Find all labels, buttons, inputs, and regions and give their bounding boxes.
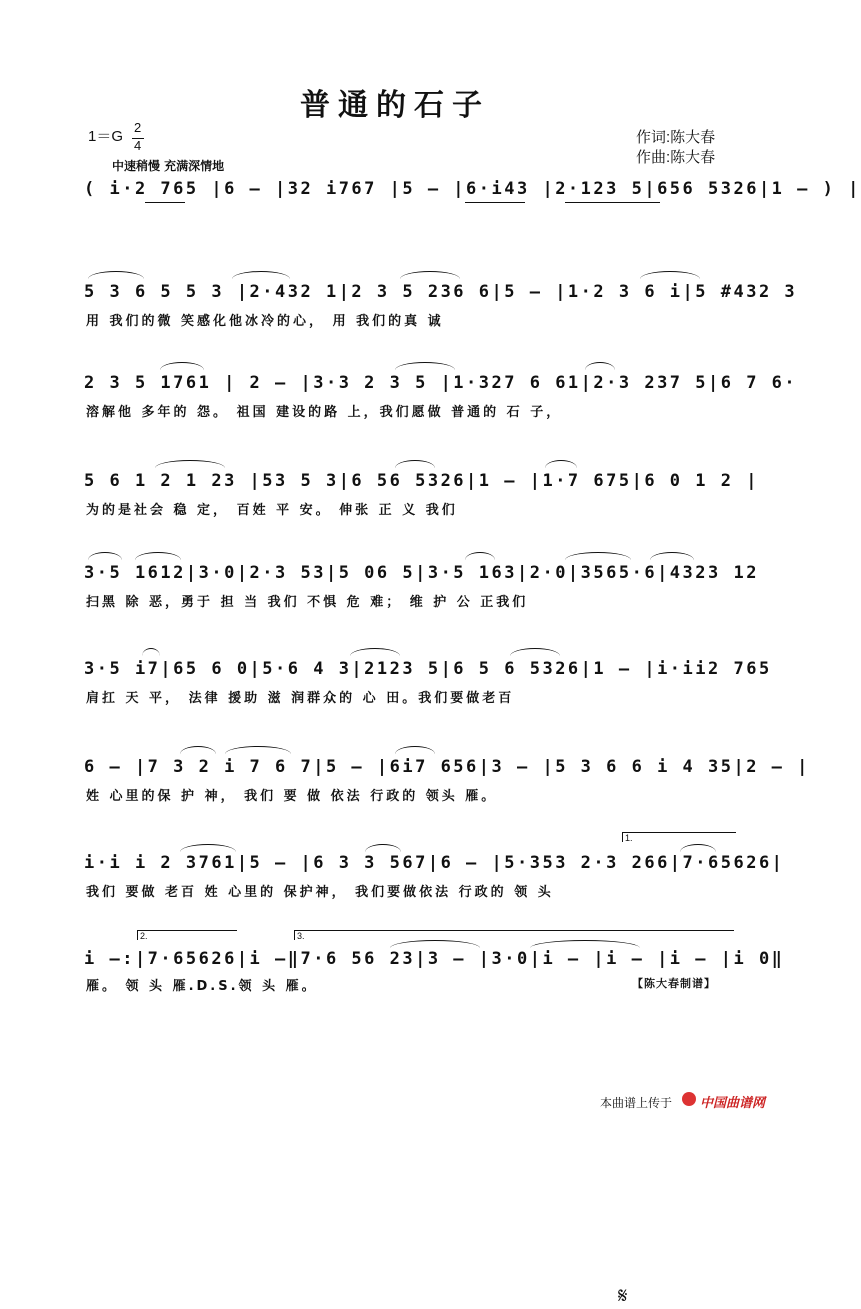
time-signature-numerator: 2 [134, 120, 142, 135]
key-signature: 1＝G [88, 128, 124, 145]
beam-line [565, 202, 660, 203]
notation-line: ( i·2 765 |6 – |32 i767 |5 – |6·i43 |2·123 5|656 5326|1 – ) | [84, 179, 861, 199]
site-name[interactable]: 中国曲谱网 [700, 1096, 766, 1111]
notation-line: i –:|7·65626|i –‖7·6 56 23|3 – |3·0|i – |i – |i – |i 0‖ [84, 949, 785, 969]
notation-line: 3·5 i7|65 6 0|5·6 4 3|2123 5|6 5 6 5326|1 – |i·ii2 765 [84, 659, 772, 679]
notation-line: 2 3 5 1761 | 2 – |3·3 2 3 5 |1·327 6 61|2·3 237 5|6 7 6· [84, 373, 798, 393]
notation-line: 3·5 1612|3·0|2·3 53|5 06 5|3·5 163|2·0|3565·6|4323 12 [84, 563, 759, 583]
volta-bracket-2 [137, 930, 237, 931]
lyric-line: 肩扛 天 平， 法律 援助 滋 润群众的 心 田。我们要做老百 [86, 691, 515, 706]
volta-tick [294, 930, 295, 940]
arranger-signature: 【陈大春制谱】 [632, 977, 716, 990]
lyric-line: 雁。 领 头 雁.D.S.领 头 雁。 [86, 979, 318, 994]
lyric-line: 溶解他 多年的 怨。 祖国 建设的路 上，我们愿做 普通的 石 子， [86, 405, 563, 420]
volta-tick [622, 832, 623, 842]
notation-line: 5 3 6 5 5 3 |2·432 1|2 3 5 236 6|5 – |1·2 3 6 i|5 #432 3 [84, 282, 798, 302]
lyric-line: 为的是社会 稳 定， 百姓 平 安。 伸张 正 义 我们 [86, 503, 458, 518]
lyric-line: 用 我们的微 笑感化他冰冷的心， 用 我们的真 诚 [86, 314, 444, 329]
upload-note: 本曲谱上传于 [600, 1096, 673, 1110]
composer-credit: 作曲:陈大春 [636, 149, 716, 166]
segno-sign: 𝄋 [618, 1284, 628, 1309]
volta-number-1: 1. [625, 833, 633, 843]
volta-number-3: 3. [297, 931, 305, 941]
lyric-line: 姓 心里的保 护 神， 我们 要 做 依法 行政的 领头 雁。 [86, 789, 498, 804]
beam-line [145, 202, 185, 203]
volta-tick [137, 930, 138, 940]
song-title: 普通的石子 [300, 88, 490, 123]
notation-line: 5 6 1 2 1 23 |53 5 3|6 56 5326|1 – |1·7 675|6 0 1 2 | [84, 471, 759, 491]
time-signature-denominator: 4 [134, 138, 142, 153]
lyricist-credit: 作词:陈大春 [636, 129, 716, 146]
beam-line [465, 202, 525, 203]
tempo-marking: 中速稍慢 充满深情地 [112, 159, 225, 173]
volta-number-2: 2. [140, 931, 148, 941]
volta-bracket-3 [294, 930, 734, 931]
lyric-line: 我们 要做 老百 姓 心里的 保护神， 我们要做依法 行政的 领 头 [86, 885, 554, 900]
notation-line: 6 – |7 3 2 i 7 6 7|5 – |6i7 656|3 – |5 3 6 6 i 4 35|2 – | [84, 757, 810, 777]
notation-line: i·i i 2 3761|5 – |6 3 3 567|6 – |5·353 2·3 266|7·65626| [84, 853, 785, 873]
volta-bracket-1 [622, 832, 736, 833]
lyric-line: 扫黑 除 恶，勇于 担 当 我们 不惧 危 难； 维 护 公 正我们 [86, 595, 529, 610]
site-logo-icon [682, 1092, 696, 1106]
